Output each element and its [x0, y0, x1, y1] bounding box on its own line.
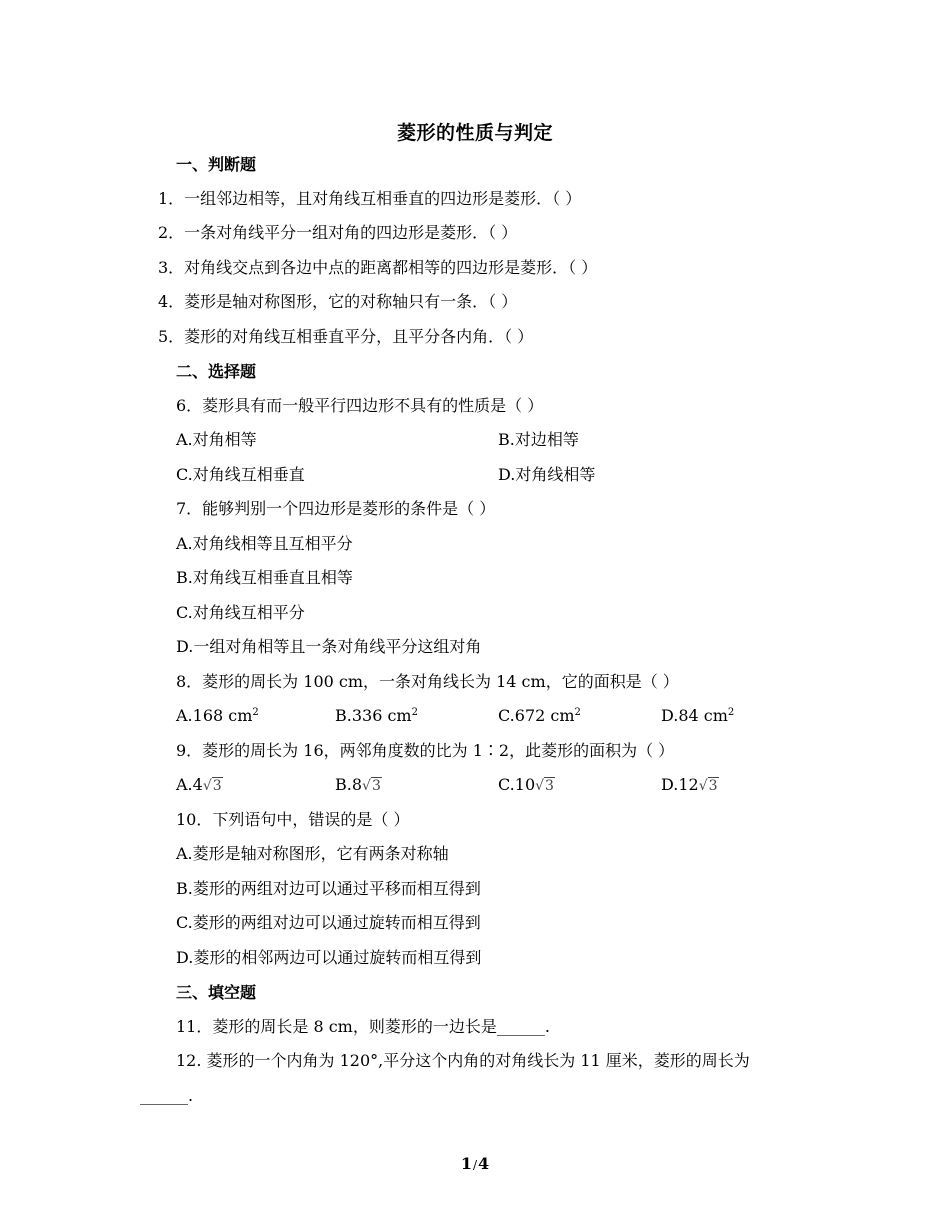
question-8: 8．菱形的周长为 100 cm，一条对角线长为 14 cm，它的面积是（ ） [176, 672, 679, 691]
sqrt-symbol: √3 [362, 778, 381, 794]
question-9-option-d: D.12√3 [661, 775, 718, 794]
question-1: 1．一组邻边相等，且对角线互相垂直的四边形是菱形．（ ） [158, 189, 582, 208]
question-7-option-d: D.一组对角相等且一条对角线平分这组对角 [176, 637, 482, 656]
question-6-option-c: C.对角线互相垂直 [176, 465, 305, 484]
question-6-option-b: B.对边相等 [498, 430, 579, 449]
question-6-option-d: D.对角线相等 [498, 465, 596, 484]
question-5: 5．菱形的对角线互相垂直平分，且平分各内角．（ ） [158, 327, 534, 346]
question-7: 7．能够判别一个四边形是菱形的条件是（ ） [176, 499, 496, 518]
question-8-option-a: A.168 $cm^2$ [176, 706, 259, 725]
sqrt-symbol: √3 [535, 778, 554, 794]
question-9-option-b: B.8√3 [335, 775, 381, 794]
question-8-option-b: B.336 $cm^2$ [335, 706, 418, 725]
section-heading-fill-in: 三、填空题 [176, 983, 257, 1002]
question-10: 10．下列语句中，错误的是（ ） [176, 810, 410, 829]
section-heading-multiple-choice: 二、选择题 [176, 362, 257, 381]
page-title: 菱形的性质与判定 [396, 122, 553, 144]
question-10-option-c: C.菱形的两组对边可以通过旋转而相互得到 [176, 913, 481, 932]
exponent: 2 [727, 707, 735, 718]
page-number: 1/4 [460, 1154, 490, 1173]
question-9-option-c: C.10√3 [498, 775, 554, 794]
question-6: 6．菱形具有而一般平行四边形不具有的性质是（ ） [176, 396, 544, 415]
question-12: 12. 菱形的一个内角为 120°,平分这个内角的对角线长为 11 厘米，菱形的周长为 [176, 1051, 750, 1070]
question-7-option-b: B.对角线互相垂直且相等 [176, 568, 353, 587]
question-11: 11．菱形的周长是 8 cm，则菱形的一边长是______. [176, 1017, 550, 1036]
question-9: 9．菱形的周长为 16，两邻角度数的比为 1∶2，此菱形的面积为（ ） [176, 741, 675, 760]
exponent: 2 [574, 707, 581, 718]
question-9-option-a: A.4√3 [176, 775, 222, 794]
question-2: 2．一条对角线平分一组对角的四边形是菱形．（ ） [158, 223, 518, 242]
exponent: 2 [252, 707, 259, 718]
question-4: 4．菱形是轴对称图形，它的对称轴只有一条．（ ） [158, 292, 518, 311]
question-8-option-c: C.672 $cm^2$ [498, 706, 581, 725]
question-3: 3．对角线交点到各边中点的距离都相等的四边形是菱形．（ ） [158, 258, 598, 277]
question-10-option-a: A.菱形是轴对称图形，它有两条对称轴 [176, 844, 449, 863]
question-8-option-d: D.84 $cm^2$ [661, 706, 735, 725]
question-10-option-d: D.菱形的相邻两边可以通过旋转而相互得到 [176, 948, 482, 967]
exponent: 2 [411, 707, 418, 718]
question-10-option-b: B.菱形的两组对边可以通过平移而相互得到 [176, 879, 481, 898]
sqrt-symbol: √3 [698, 778, 718, 794]
question-7-option-a: A.对角线相等且互相平分 [176, 534, 353, 553]
section-heading-true-false: 一、判断题 [176, 155, 257, 174]
question-12-blank: ______. [140, 1086, 194, 1105]
question-6-option-a: A.对角相等 [176, 430, 257, 449]
question-7-option-c: C.对角线互相平分 [176, 603, 305, 622]
sqrt-symbol: √3 [202, 778, 222, 794]
